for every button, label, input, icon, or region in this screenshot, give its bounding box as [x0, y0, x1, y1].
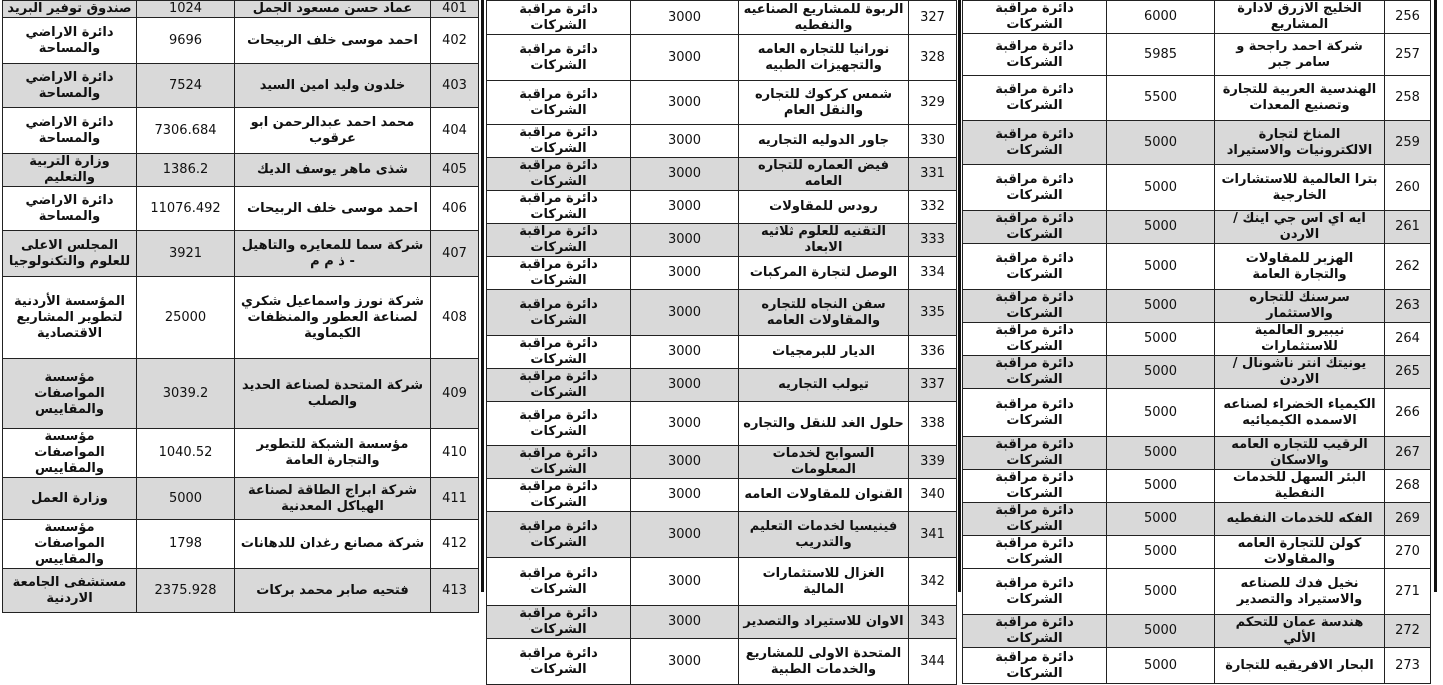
table-row [3, 108, 479, 154]
table-row [3, 429, 479, 478]
row-number: 342 [909, 558, 957, 606]
entity-name: شركة مصانع رغدان للدهانات [235, 520, 431, 569]
row-number: 262 [1385, 244, 1431, 290]
amount: 5000 [137, 478, 235, 520]
table-row [963, 34, 1431, 76]
table-row [487, 125, 957, 158]
amount: 6000 [1107, 1, 1215, 34]
entity-name: نيبيرو العالمية للاستثمارات [1215, 323, 1385, 356]
amount: 5000 [1107, 569, 1215, 615]
entity-name: مؤسسة الشبكة للتطوير والتجارة العامة [235, 429, 431, 478]
entity-name: خلدون وليد امين السيد [235, 64, 431, 108]
amount: 5000 [1107, 437, 1215, 470]
row-number: 271 [1385, 569, 1431, 615]
table-row [487, 512, 957, 558]
amount: 3921 [137, 231, 235, 277]
row-number: 328 [909, 35, 957, 81]
row-number: 260 [1385, 165, 1431, 211]
amount: 5000 [1107, 211, 1215, 244]
table-row [3, 478, 479, 520]
authority-name: وزارة التربية والتعليم [3, 154, 137, 187]
row-number: 413 [431, 569, 479, 613]
authority-name: دائرة مراقبة الشركات [963, 34, 1107, 76]
amount: 3000 [631, 257, 739, 290]
authority-name: مؤسسة المواصفات والمقاييس [3, 520, 137, 569]
entity-name: الفكه للخدمات النفطيه [1215, 503, 1385, 536]
row-number: 333 [909, 224, 957, 257]
table-row [3, 1, 479, 18]
amount: 1386.2 [137, 154, 235, 187]
amount: 5000 [1107, 165, 1215, 211]
amount: 9696 [137, 18, 235, 64]
authority-name: دائرة مراقبة الشركات [487, 446, 631, 479]
authority-name: دائرة مراقبة الشركات [963, 211, 1107, 244]
amount: 7306.684 [137, 108, 235, 154]
amount: 3000 [631, 336, 739, 369]
amount: 1040.52 [137, 429, 235, 478]
row-number: 261 [1385, 211, 1431, 244]
entity-name: نخيل فدك للصناعه والاستيراد والتصدير [1215, 569, 1385, 615]
entity-name: عماد حسن مسعود الجمل [235, 1, 431, 18]
row-number: 340 [909, 479, 957, 512]
row-number: 331 [909, 158, 957, 191]
row-number: 344 [909, 639, 957, 685]
row-number: 335 [909, 290, 957, 336]
entity-name: الهندسية العربية للتجارة وتصنيع المعدات [1215, 76, 1385, 121]
authority-name: دائرة مراقبة الشركات [963, 437, 1107, 470]
column-divider [481, 0, 484, 592]
authority-name: دائرة مراقبة الشركات [487, 224, 631, 257]
entity-name: نورانيا للتجاره العامه والتجهيزات الطبيه [739, 35, 909, 81]
authority-name: دائرة مراقبة الشركات [963, 389, 1107, 437]
table-row [487, 369, 957, 402]
amount: 5000 [1107, 290, 1215, 323]
row-number: 343 [909, 606, 957, 639]
authority-name: دائرة مراقبة الشركات [487, 512, 631, 558]
authority-name: دائرة مراقبة الشركات [963, 121, 1107, 165]
amount: 3000 [631, 512, 739, 558]
authority-name: دائرة مراقبة الشركات [963, 290, 1107, 323]
authority-name: دائرة مراقبة الشركات [963, 1, 1107, 34]
table-row [3, 18, 479, 64]
table-row [487, 290, 957, 336]
amount: 5000 [1107, 648, 1215, 684]
entity-name: فيض العماره للتجاره العامه [739, 158, 909, 191]
table-row [3, 187, 479, 231]
row-number: 338 [909, 402, 957, 446]
row-number: 270 [1385, 536, 1431, 569]
records-table-col1 [2, 0, 479, 613]
authority-name: دائرة الاراضي والمساحة [3, 18, 137, 64]
entity-name: حلول الغد للنقل والتجاره [739, 402, 909, 446]
amount: 3000 [631, 558, 739, 606]
entity-name: هندسة عمان للتحكم الألي [1215, 615, 1385, 648]
amount: 5000 [1107, 615, 1215, 648]
table-row [487, 402, 957, 446]
table-row [487, 479, 957, 512]
amount: 3000 [631, 1, 739, 35]
entity-name: الاوان للاستيراد والتصدير [739, 606, 909, 639]
column-divider [1434, 0, 1437, 592]
amount: 3000 [631, 81, 739, 125]
table-row [963, 165, 1431, 211]
amount: 3000 [631, 402, 739, 446]
amount: 3000 [631, 224, 739, 257]
table-row [963, 290, 1431, 323]
authority-name: دائرة مراقبة الشركات [487, 257, 631, 290]
table-row [963, 536, 1431, 569]
entity-name: شركة نورز واسماعيل شكري لصناعة العطور والمنظفات الكيماوية [235, 277, 431, 359]
authority-name: دائرة مراقبة الشركات [487, 1, 631, 35]
row-number: 267 [1385, 437, 1431, 470]
entity-name: يونيتك انتر ناشونال /الاردن [1215, 356, 1385, 389]
amount: 7524 [137, 64, 235, 108]
authority-name: المؤسسة الأردنية لتطوير المشاريع الاقتصادية [3, 277, 137, 359]
table-row [487, 257, 957, 290]
amount: 3000 [631, 479, 739, 512]
entity-name: شركة سما للمعايره والتاهيل - ذ م م [235, 231, 431, 277]
row-number: 401 [431, 1, 479, 18]
row-number: 272 [1385, 615, 1431, 648]
row-number: 411 [431, 478, 479, 520]
table-row [487, 558, 957, 606]
amount: 3000 [631, 606, 739, 639]
table-row [487, 606, 957, 639]
row-number: 257 [1385, 34, 1431, 76]
table-row [487, 158, 957, 191]
table-row [3, 231, 479, 277]
authority-name: دائرة مراقبة الشركات [487, 606, 631, 639]
authority-name: دائرة مراقبة الشركات [487, 191, 631, 224]
table-row [963, 211, 1431, 244]
authority-name: دائرة مراقبة الشركات [487, 336, 631, 369]
amount: 11076.492 [137, 187, 235, 231]
entity-name: سرسنك للتجاره والاستثمار [1215, 290, 1385, 323]
amount: 1798 [137, 520, 235, 569]
amount: 5000 [1107, 323, 1215, 356]
authority-name: دائرة الاراضي والمساحة [3, 108, 137, 154]
row-number: 330 [909, 125, 957, 158]
entity-name: رودس للمقاولات [739, 191, 909, 224]
table-row [3, 64, 479, 108]
entity-name: الغزال للاستثمارات المالية [739, 558, 909, 606]
row-number: 265 [1385, 356, 1431, 389]
row-number: 403 [431, 64, 479, 108]
row-number: 409 [431, 359, 479, 429]
authority-name: دائرة مراقبة الشركات [963, 503, 1107, 536]
table-row [963, 615, 1431, 648]
table-row [3, 277, 479, 359]
row-number: 273 [1385, 648, 1431, 684]
row-number: 268 [1385, 470, 1431, 503]
row-number: 336 [909, 336, 957, 369]
table-row [963, 503, 1431, 536]
authority-name: دائرة مراقبة الشركات [963, 323, 1107, 356]
amount: 5000 [1107, 503, 1215, 536]
entity-name: الربوة للمشاريع الصناعيه والنفطيه [739, 1, 909, 35]
row-number: 329 [909, 81, 957, 125]
entity-name: الديار للبرمجيات [739, 336, 909, 369]
amount: 5000 [1107, 244, 1215, 290]
table-row [3, 359, 479, 429]
amount: 5000 [1107, 470, 1215, 503]
amount: 1024 [137, 1, 235, 18]
row-number: 334 [909, 257, 957, 290]
authority-name: وزارة العمل [3, 478, 137, 520]
amount: 3000 [631, 35, 739, 81]
amount: 5985 [1107, 34, 1215, 76]
table-row [487, 81, 957, 125]
entity-name: احمد موسى خلف الربيحات [235, 187, 431, 231]
amount: 3000 [631, 125, 739, 158]
entity-name: التقنيه للعلوم ثلاثيه الابعاد [739, 224, 909, 257]
amount: 5000 [1107, 536, 1215, 569]
row-number: 256 [1385, 1, 1431, 34]
table-row [963, 244, 1431, 290]
authority-name: دائرة مراقبة الشركات [963, 536, 1107, 569]
amount: 5500 [1107, 76, 1215, 121]
row-number: 264 [1385, 323, 1431, 356]
amount: 3000 [631, 446, 739, 479]
authority-name: دائرة مراقبة الشركات [963, 615, 1107, 648]
row-number: 405 [431, 154, 479, 187]
authority-name: دائرة مراقبة الشركات [963, 165, 1107, 211]
table-row [487, 35, 957, 81]
row-number: 341 [909, 512, 957, 558]
entity-name: كولن للتجارة العامه والمقاولات [1215, 536, 1385, 569]
authority-name: دائرة مراقبة الشركات [487, 402, 631, 446]
entity-name: السوابح لخدمات المعلومات [739, 446, 909, 479]
authority-name: دائرة مراقبة الشركات [487, 639, 631, 685]
row-number: 406 [431, 187, 479, 231]
authority-name: دائرة الاراضي والمساحة [3, 187, 137, 231]
table-row [487, 191, 957, 224]
table-row [3, 520, 479, 569]
row-number: 407 [431, 231, 479, 277]
table-row [3, 569, 479, 613]
entity-name: القنوان للمقاولات العامه [739, 479, 909, 512]
row-number: 337 [909, 369, 957, 402]
amount: 3000 [631, 191, 739, 224]
amount: 25000 [137, 277, 235, 359]
authority-name: دائرة مراقبة الشركات [487, 558, 631, 606]
row-number: 339 [909, 446, 957, 479]
table-row [963, 437, 1431, 470]
table-row [487, 446, 957, 479]
amount: 3000 [631, 158, 739, 191]
authority-name: دائرة مراقبة الشركات [487, 369, 631, 402]
row-number: 412 [431, 520, 479, 569]
records-table-col2 [486, 0, 957, 685]
table-row [487, 224, 957, 257]
entity-name: احمد موسى خلف الربيحات [235, 18, 431, 64]
table-row [963, 323, 1431, 356]
table-row [487, 639, 957, 685]
entity-name: سفن النجاه للتجاره والمقاولات العامه [739, 290, 909, 336]
row-number: 410 [431, 429, 479, 478]
authority-name: دائرة مراقبة الشركات [963, 76, 1107, 121]
authority-name: دائرة مراقبة الشركات [963, 356, 1107, 389]
authority-name: دائرة مراقبة الشركات [487, 125, 631, 158]
entity-name: الرقيب للتجاره العامه والاسكان [1215, 437, 1385, 470]
column-divider [958, 0, 961, 592]
entity-name: المناخ لتجارة الالكترونيات والاستيراد [1215, 121, 1385, 165]
entity-name: بترا العالمية للاستشارات الخارجية [1215, 165, 1385, 211]
row-number: 258 [1385, 76, 1431, 121]
amount: 2375.928 [137, 569, 235, 613]
authority-name: مؤسسة المواصفات والمقاييس [3, 429, 137, 478]
entity-name: شركة المتحدة لصناعة الحديد والصلب [235, 359, 431, 429]
entity-name: الهزبر للمقاولات والتجارة العامة [1215, 244, 1385, 290]
entity-name: الخليج الازرق لادارة المشاريع [1215, 1, 1385, 34]
authority-name: مؤسسة المواصفات والمقاييس [3, 359, 137, 429]
entity-name: جاور الدوليه التجاريه [739, 125, 909, 158]
entity-name: الوصل لتجارة المركبات [739, 257, 909, 290]
entity-name: شركة ابراج الطاقة لصناعة الهياكل المعدنية [235, 478, 431, 520]
table-row [487, 336, 957, 369]
row-number: 327 [909, 1, 957, 35]
entity-name: البئر السهل للخدمات النفطية [1215, 470, 1385, 503]
authority-name: دائرة مراقبة الشركات [487, 81, 631, 125]
entity-name: فينيسيا لخدمات التعليم والتدريب [739, 512, 909, 558]
table-row [963, 76, 1431, 121]
records-table-col3 [962, 0, 1431, 684]
table-row [487, 1, 957, 35]
row-number: 402 [431, 18, 479, 64]
authority-name: صندوق توفير البريد [3, 1, 137, 18]
amount: 3000 [631, 639, 739, 685]
row-number: 263 [1385, 290, 1431, 323]
authority-name: دائرة مراقبة الشركات [963, 470, 1107, 503]
authority-name: دائرة مراقبة الشركات [963, 244, 1107, 290]
table-row [963, 121, 1431, 165]
table-row [963, 1, 1431, 34]
row-number: 259 [1385, 121, 1431, 165]
authority-name: دائرة مراقبة الشركات [487, 35, 631, 81]
row-number: 404 [431, 108, 479, 154]
amount: 3000 [631, 369, 739, 402]
row-number: 408 [431, 277, 479, 359]
authority-name: المجلس الاعلى للعلوم والتكنولوجيا [3, 231, 137, 277]
row-number: 266 [1385, 389, 1431, 437]
authority-name: دائرة الاراضي والمساحة [3, 64, 137, 108]
entity-name: المتحدة الاولى للمشاريع والخدمات الطبية [739, 639, 909, 685]
authority-name: دائرة مراقبة الشركات [963, 569, 1107, 615]
entity-name: شركة احمد راجحة و سامر جبر [1215, 34, 1385, 76]
authority-name: دائرة مراقبة الشركات [963, 648, 1107, 684]
entity-name: تيولب التجاريه [739, 369, 909, 402]
amount: 5000 [1107, 121, 1215, 165]
amount: 5000 [1107, 356, 1215, 389]
table-row [963, 389, 1431, 437]
entity-name: محمد احمد عبدالرحمن ابو عرقوب [235, 108, 431, 154]
table-row [3, 154, 479, 187]
entity-name: الكيمياء الخضراء لصناعه الاسمده الكيميائيه [1215, 389, 1385, 437]
authority-name: مستشفى الجامعة الاردنية [3, 569, 137, 613]
amount: 3000 [631, 290, 739, 336]
table-row [963, 356, 1431, 389]
table-row [963, 470, 1431, 503]
row-number: 332 [909, 191, 957, 224]
amount: 5000 [1107, 389, 1215, 437]
authority-name: دائرة مراقبة الشركات [487, 290, 631, 336]
authority-name: دائرة مراقبة الشركات [487, 479, 631, 512]
entity-name: شذى ماهر يوسف الديك [235, 154, 431, 187]
authority-name: دائرة مراقبة الشركات [487, 158, 631, 191]
row-number: 269 [1385, 503, 1431, 536]
amount: 3039.2 [137, 359, 235, 429]
entity-name: ايه اي اس جي اينك / الاردن [1215, 211, 1385, 244]
entity-name: شمس كركوك للتجاره والنقل العام [739, 81, 909, 125]
entity-name: فتحيه صابر محمد بركات [235, 569, 431, 613]
table-row [963, 648, 1431, 684]
entity-name: البحار الافريقيه للتجارة [1215, 648, 1385, 684]
